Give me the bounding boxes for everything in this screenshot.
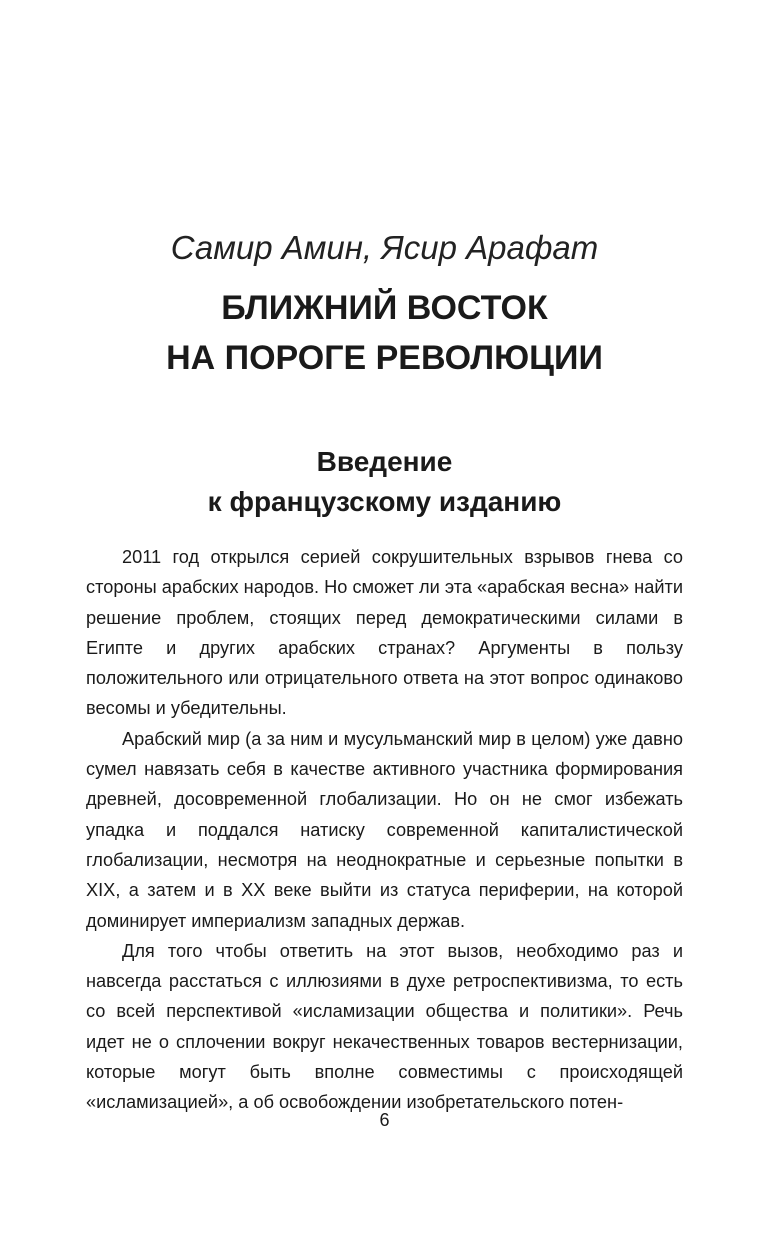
paragraph-1: 2011 год открылся серией сокрушительных взрывов гнева со стороны арабских народов. Но сможет ли эта «арабская весна» найти решение проблем, стоящих перед демократическими силами в Египте и других арабских странах? Аргументы в пользу положительного или отрицательного ответа на этот вопрос одинаково весомы и убедительны.: [86, 547, 683, 719]
paragraph-3: Для того чтобы ответить на этот вызов, необходимо раз и навсегда расстаться с иллюзиями в духе ретроспективизма, то есть со всей перспективой «исламизации общества и политики». Речь идет не о сплочении вокруг некачественных товаров вестернизации, которые могут быть вполне совместимы с происходящей «исламизацией», а об освобождении изобретательского потен-: [86, 940, 683, 1113]
paragraph-2: Арабский мир (а за ним и мусульманский мир в целом) уже давно сумел навязать себя в качестве активного участника формирования древней, досовременной глобализации. Но он не смог избежать упадка и поддался натиску современной капиталистической глобализации, несмотря на неоднократные и серьезные попытки в XIX, а затем и в XX веке выйти из статуса периферии, на которой доминирует империализм западных держав.: [86, 728, 683, 931]
section-heading: [0, 442, 769, 522]
body-text: [86, 542, 683, 1118]
page-number: 6: [379, 1110, 390, 1130]
section-heading-line-2: к французскому изданию: [207, 486, 562, 517]
book-title-line-1: БЛИЖНИЙ ВОСТОК: [221, 289, 548, 327]
section-heading-line-1: Введение: [316, 446, 453, 477]
book-title: [0, 283, 769, 383]
authors-line: Самир Амин, Ясир Арафат: [170, 229, 599, 266]
book-title-line-2: НА ПОРОГЕ РЕВОЛЮЦИИ: [166, 339, 603, 377]
